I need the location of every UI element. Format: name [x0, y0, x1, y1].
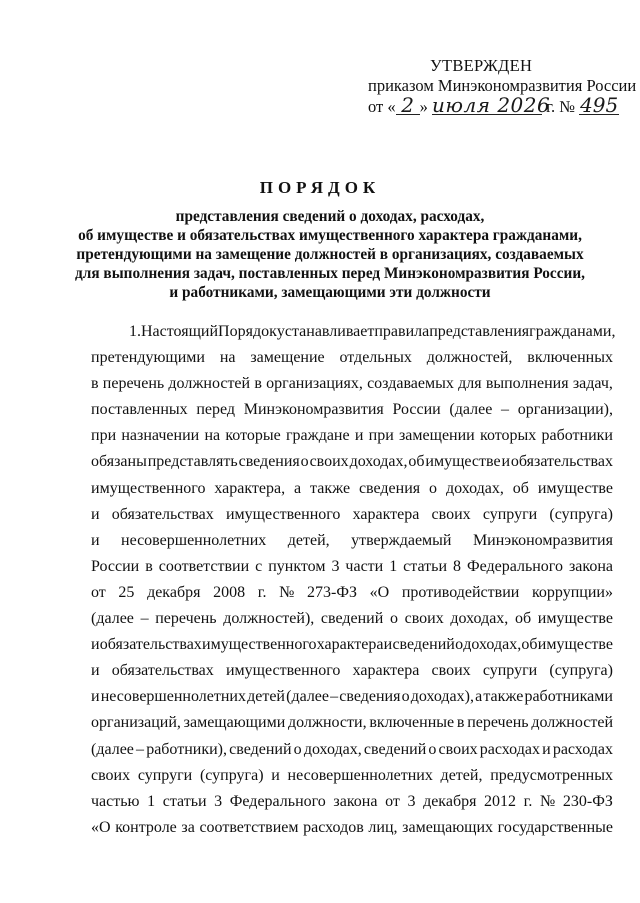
body-word: «О: [91, 818, 111, 836]
body-word: г.: [523, 792, 533, 810]
body-word: в: [91, 375, 99, 393]
body-line: [91, 789, 613, 815]
body-word: имуществе: [537, 610, 613, 628]
body-word: перед: [196, 401, 236, 419]
body-word: на: [204, 427, 221, 445]
body-word: соответствием: [199, 818, 299, 836]
subtitle-line: для выполнения задач, поставленных перед Минэкономразвития России,: [75, 265, 585, 282]
body-word: несовершеннолетних: [100, 688, 246, 706]
body-word: сведения: [358, 479, 421, 497]
body-word: должности,: [288, 714, 367, 732]
body-word: имуществе: [425, 453, 501, 471]
subtitle-line: претендующими на замещение должностей в организациях, создаваемых: [76, 246, 584, 263]
body-line: [91, 632, 613, 658]
document-body: [91, 319, 616, 841]
body-word: перечень: [155, 610, 217, 628]
body-word: перечень: [467, 714, 529, 732]
approved-heading: УТВЕРЖДЕН: [430, 56, 533, 75]
body-word: при: [91, 427, 117, 445]
body-word: и: [91, 636, 100, 654]
body-word: №: [279, 583, 295, 601]
body-line: [91, 423, 613, 449]
body-word: замещение: [250, 349, 325, 367]
body-word: имущественного: [91, 479, 206, 497]
body-word: должностей,: [426, 349, 513, 367]
body-word: супруги: [482, 662, 538, 680]
body-word: своих: [438, 740, 478, 758]
body-word: сведений: [392, 636, 455, 654]
body-word: –: [501, 401, 510, 419]
body-word: которых: [479, 427, 537, 445]
body-word: должностей: [168, 375, 251, 393]
body-word: представлять: [147, 453, 238, 471]
document-subtitle: [60, 207, 600, 302]
body-word: о: [401, 688, 410, 706]
body-word: о: [389, 610, 398, 628]
body-word: закона: [568, 557, 613, 575]
body-word: перечень: [102, 375, 165, 393]
body-line: [91, 684, 613, 710]
subtitle-line: об имуществе и обязательствах имущественного характера гражданами,: [78, 227, 582, 244]
body-word: о: [455, 636, 464, 654]
body-word: организациях,: [266, 375, 363, 393]
body-word: 25: [118, 583, 135, 601]
body-word: 1: [389, 557, 398, 575]
body-word: претендующими: [91, 349, 205, 367]
body-word: должностей),: [223, 610, 315, 628]
body-word: 8: [452, 557, 461, 575]
body-word: государственные: [497, 818, 613, 836]
body-word: части: [345, 557, 384, 575]
body-word: и: [383, 636, 393, 654]
handwritten-number: 495: [580, 93, 619, 117]
body-word: несовершеннолетних: [287, 766, 433, 784]
body-word: создаваемых: [367, 375, 454, 393]
body-line: [91, 815, 613, 841]
document-title: ПОРЯДОК: [259, 178, 381, 197]
body-word: закона: [333, 792, 378, 810]
body-word: работниками: [524, 688, 613, 706]
body-word: характера: [316, 636, 384, 654]
body-word: работники: [541, 427, 613, 445]
body-word: предусмотренных: [490, 766, 613, 784]
body-line: [91, 476, 613, 502]
body-word: расходов: [303, 818, 364, 836]
body-word: имуществе: [537, 636, 613, 654]
subtitle-line: представления сведений о доходах, расходах,: [175, 208, 485, 225]
body-word: обязательствах: [111, 505, 214, 523]
body-word: и: [91, 505, 100, 523]
body-word: супруги: [137, 766, 193, 784]
body-word: своих: [431, 662, 471, 680]
body-word: замещающих: [402, 818, 494, 836]
body-word: №: [540, 792, 556, 810]
body-word: расходах: [479, 740, 540, 758]
body-word: сведений: [363, 740, 427, 758]
body-word: обязательствах: [99, 636, 202, 654]
body-word: (далее: [91, 740, 134, 758]
body-line: [91, 319, 616, 345]
body-line: [91, 449, 613, 475]
body-word: от: [91, 583, 106, 601]
body-word: 230-ФЗ: [562, 792, 613, 810]
body-word: характера: [352, 505, 420, 523]
body-word: в: [456, 714, 465, 732]
body-word: выполнения: [485, 375, 569, 393]
body-word: а: [294, 479, 302, 497]
body-line: [91, 658, 613, 684]
body-word: отдельных: [339, 349, 412, 367]
body-word: также: [483, 688, 524, 706]
body-word: и: [271, 766, 280, 784]
body-word: на: [219, 349, 236, 367]
body-word: правила: [374, 323, 430, 340]
body-word: должностей: [531, 714, 613, 732]
body-word: своих: [309, 453, 349, 471]
body-word: имущественного: [225, 662, 341, 680]
body-word: детей: [247, 688, 285, 706]
body-line: [91, 528, 613, 554]
body-word: сведений: [320, 610, 384, 628]
body-word: и: [354, 427, 364, 445]
body-word: противодействии: [401, 583, 520, 601]
body-word: доходах,: [303, 740, 362, 758]
body-word: доходах,: [450, 610, 509, 628]
body-word: работники),: [146, 740, 227, 758]
body-word: при: [368, 427, 394, 445]
body-word: задач,: [572, 375, 613, 393]
body-word: сведения: [339, 688, 401, 706]
year-suffix: г. №: [546, 97, 576, 116]
body-word: и: [91, 662, 100, 680]
subtitle-line: и работниками, замещающими эти должности: [169, 284, 491, 301]
body-word: об: [521, 636, 538, 654]
body-word: сведений: [229, 740, 292, 758]
body-word: 3: [331, 557, 340, 575]
body-word: России: [392, 401, 441, 419]
body-word: Порядок: [218, 323, 277, 340]
quote-close: »: [419, 97, 428, 116]
body-word: гражданами,: [529, 323, 616, 340]
body-word: замещении: [398, 427, 475, 445]
body-word: коррупции»: [531, 583, 613, 601]
body-word: поставленных: [91, 401, 188, 419]
body-word: которые: [225, 427, 281, 445]
body-word: об: [512, 479, 529, 497]
body-line: [91, 710, 613, 736]
body-word: а: [475, 688, 483, 706]
body-word: включенных: [527, 349, 613, 367]
body-word: –: [330, 688, 339, 706]
body-word: статьи: [403, 557, 447, 575]
body-word: (супруга): [549, 662, 613, 680]
body-word: представления: [429, 323, 530, 340]
body-word: об: [408, 453, 425, 471]
body-word: «О: [369, 583, 390, 601]
body-word: своих: [431, 505, 471, 523]
body-line: [91, 397, 613, 423]
body-word: г.: [257, 583, 267, 601]
body-word: частью: [91, 792, 140, 810]
body-word: и: [91, 688, 100, 706]
body-word: (далее: [449, 401, 493, 419]
body-word: организаций,: [91, 714, 181, 732]
body-line: [91, 502, 613, 528]
handwritten-day: 2: [396, 96, 420, 115]
body-word: соответствии: [158, 557, 250, 575]
body-line: [91, 737, 613, 763]
body-word: –: [140, 610, 149, 628]
from-prefix: от «: [368, 97, 396, 116]
approval-block: [368, 56, 637, 117]
body-word: сведения: [238, 453, 300, 471]
handwritten-date: июля 2026: [432, 93, 551, 117]
body-word: несовершеннолетних: [121, 531, 267, 549]
body-word: декабря: [147, 583, 201, 601]
body-word: включенные: [369, 714, 455, 732]
body-word: 3: [214, 792, 223, 810]
body-word: контроле: [115, 818, 177, 836]
body-word: и: [542, 740, 551, 758]
body-word: за: [181, 818, 195, 836]
body-word: 2012: [484, 792, 517, 810]
body-word: обязаны: [91, 453, 147, 471]
body-word: 273-ФЗ: [307, 583, 358, 601]
body-word: детей,: [440, 766, 483, 784]
body-word: пунктом: [268, 557, 326, 575]
body-word: статьи: [162, 792, 207, 810]
body-word: (далее: [91, 610, 134, 628]
body-word: о: [300, 453, 309, 471]
body-word: и: [501, 453, 511, 471]
body-word: и: [91, 531, 100, 549]
body-word: граждане: [285, 427, 350, 445]
body-word: для: [458, 375, 482, 393]
body-word: супруги: [482, 505, 538, 523]
body-word: имущественного: [225, 505, 341, 523]
body-word: характера: [352, 662, 420, 680]
body-word: имуществе: [537, 479, 613, 497]
body-word: своих: [404, 610, 444, 628]
body-word: в: [145, 557, 153, 575]
body-word: своих: [91, 766, 131, 784]
body-word: России: [91, 557, 140, 575]
body-word: в: [254, 375, 262, 393]
body-word: декабря: [423, 792, 477, 810]
body-word: 1.: [129, 323, 141, 340]
body-line: [91, 345, 613, 371]
body-line: [91, 763, 613, 789]
body-line: [91, 371, 613, 397]
body-word: от: [385, 792, 400, 810]
body-word: расходах: [552, 740, 613, 758]
body-word: характера,: [214, 479, 286, 497]
body-word: 3: [407, 792, 416, 810]
body-line: [91, 554, 613, 580]
body-word: с: [255, 557, 263, 575]
body-word: доходах,: [463, 636, 522, 654]
body-word: 1: [147, 792, 156, 810]
body-word: (супруга): [549, 505, 613, 523]
body-word: о: [429, 479, 438, 497]
body-word: замещающими: [183, 714, 286, 732]
body-word: Минэкономразвития: [243, 401, 384, 419]
body-word: обязательствах: [111, 662, 214, 680]
body-word: об: [514, 610, 532, 628]
body-word: –: [136, 740, 145, 758]
body-word: 2008: [213, 583, 246, 601]
body-word: о: [293, 740, 302, 758]
body-word: детей,: [287, 531, 330, 549]
body-word: назначении: [121, 427, 200, 445]
body-word: лиц,: [368, 818, 398, 836]
body-word: Федерального: [229, 792, 326, 810]
body-word: доходах),: [410, 688, 474, 706]
body-word: организации),: [517, 401, 613, 419]
body-word: (далее: [286, 688, 330, 706]
body-word: обязательствах: [510, 453, 613, 471]
body-line: [91, 580, 613, 606]
body-word: также: [310, 479, 351, 497]
body-word: имущественного: [202, 636, 317, 654]
body-word: утверждаемый: [351, 531, 452, 549]
order-line: приказом Минэкономразвития России: [368, 76, 637, 95]
body-word: Федерального: [466, 557, 563, 575]
body-word: Минэкономразвития: [472, 531, 613, 549]
body-word: доходах,: [349, 453, 408, 471]
body-word: Настоящий: [141, 323, 219, 340]
body-word: о: [428, 740, 437, 758]
body-word: устанавливает: [276, 323, 375, 340]
order-date-line: [368, 93, 628, 117]
body-word: доходах,: [445, 479, 504, 497]
body-line: [91, 606, 613, 632]
body-word: (супруга): [199, 766, 264, 784]
